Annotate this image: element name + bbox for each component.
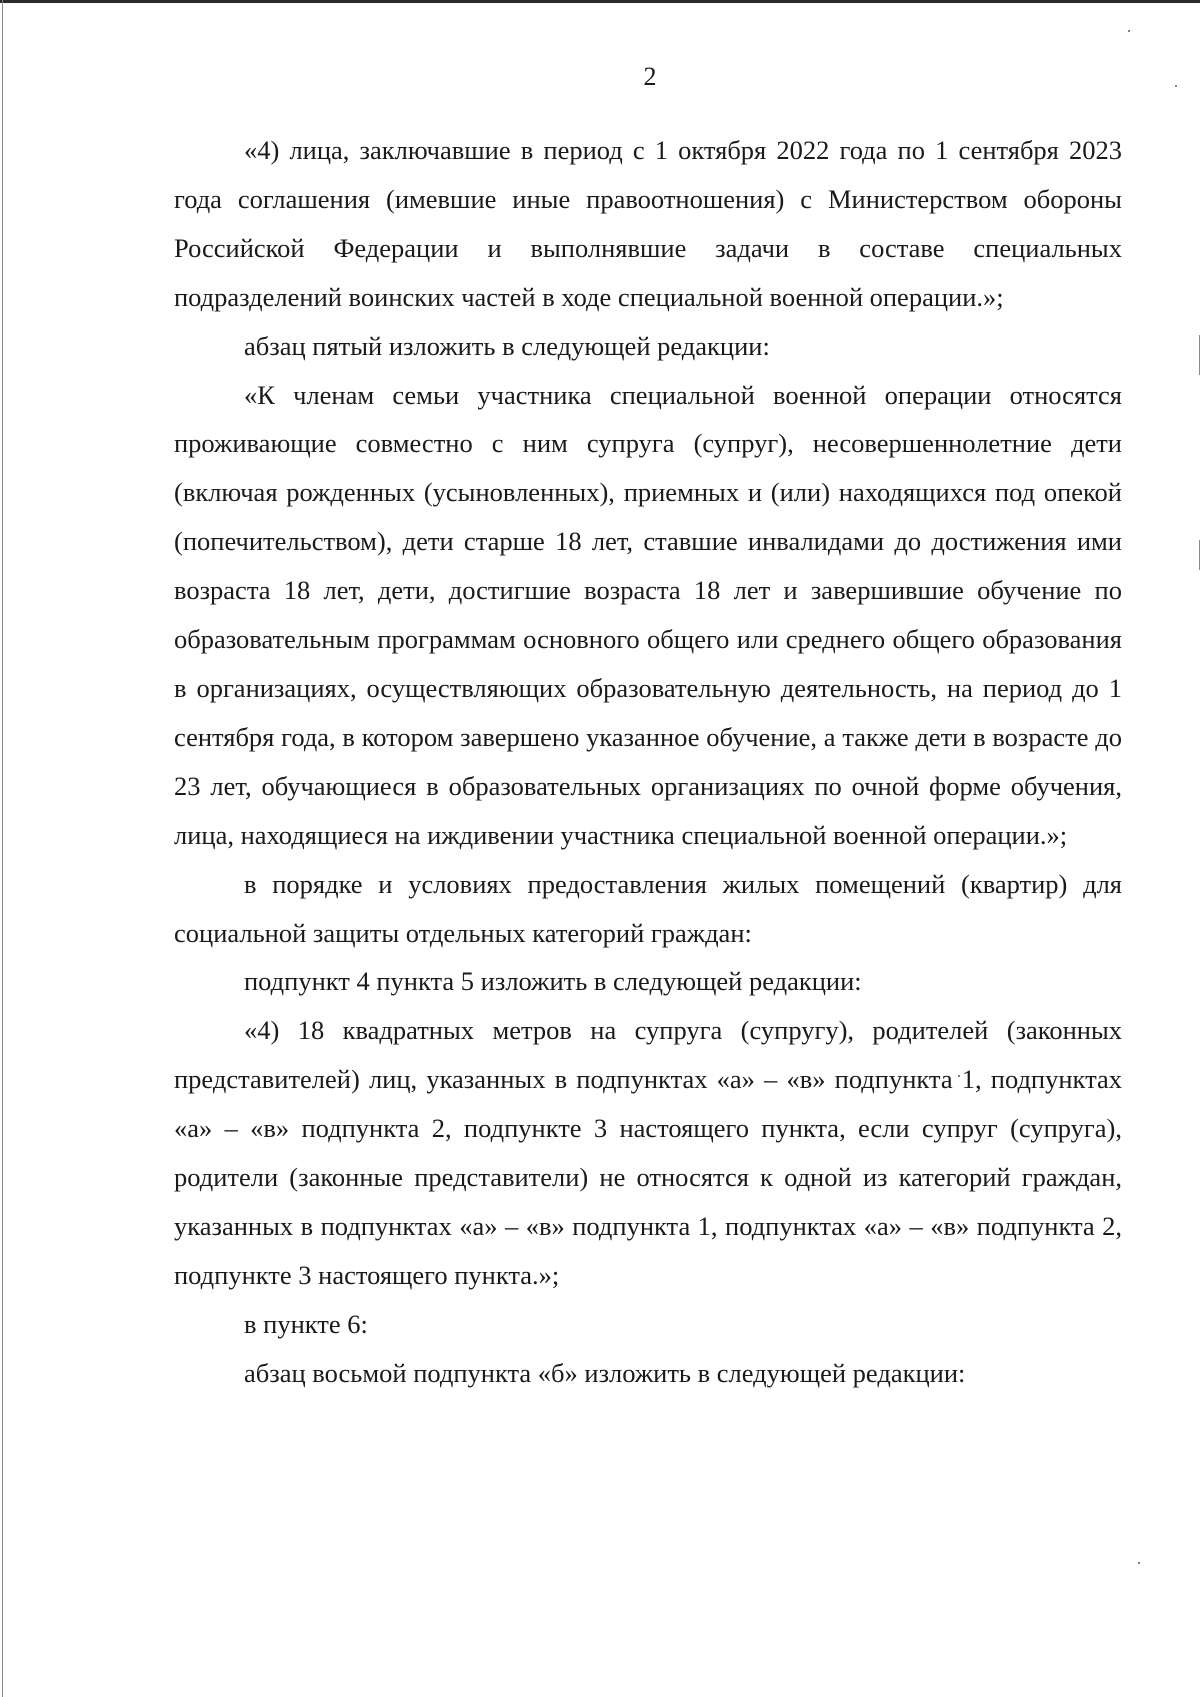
scan-left-edge [2,0,3,1697]
paragraph-18-square-meters: «4) 18 квадратных метров на супруга (супругу), родителей (законных представителей) лиц, указанных в подпунктах «а» – «в» подпункта 1, подпунктах «а» – «в» подпункта 2, подпункте 3 настоящего пункта, если супруг (супруга), родители (законные представители) не относятся к одной из категорий граждан, указанных в подпунктах «а» – «в» подпункта 1, подпунктах «а» – «в» подпункта 2, подпункте 3 настоящего пункта.»; [174,1015,1122,1290]
paragraph-housing-procedure: в порядке и условиях предоставления жилых помещений (квартир) для социальной защиты отдельных категорий граждан: [174,868,1122,948]
paragraph-family-members-definition: «К членам семьи участника специальной военной операции относятся проживающие совместно с ним супруга (супруг), несовершеннолетние дети (включая рожденных (усыновленных), приемных и (или) находящихся под опекой (попечительством), дети старше 18 лет, ставшие инвалидами до достижения ими возраста 18 лет, дети, достигшие возраста 18 лет и завершившие обучение по образовательным программам основного общего или среднего общего образования в организациях, осуществляющих образовательную деятельность, на период до 1 сентября года, в котором завершено указанное обучение, а также дети в возрасте до 23 лет, обучающиеся в образовательных организациях по очной форме обучения, лица, находящиеся на иждивении участника специальной военной операции.»; [174,379,1122,850]
paragraph-instruction-eighth-para: абзац восьмой подпункта «б» изложить в следующей редакции: [244,1357,966,1388]
paragraph-item-6: в пункте 6: [244,1308,368,1339]
paragraph-subitem-4: «4) лица, заключавшие в период с 1 октября 2022 года по 1 сентября 2023 года соглашения (имевшие иные правоотношения) с Министерством обороны Российской Федерации и выполнявшие задачи в составе специальных подразделений воинских частей в ходе специальной военной операции.»; [174,135,1122,312]
page-number: 2 [643,62,657,91]
scan-speck [1128,30,1130,32]
scan-top-border [0,0,1200,3]
paragraph-instruction-subitem-4-item-5: подпункт 4 пункта 5 изложить в следующей редакции: [244,966,862,997]
document-body [174,126,1122,1398]
paragraph-instruction-fifth-para: абзац пятый изложить в следующей редакции: [244,330,770,361]
scan-speck [1138,1562,1140,1564]
